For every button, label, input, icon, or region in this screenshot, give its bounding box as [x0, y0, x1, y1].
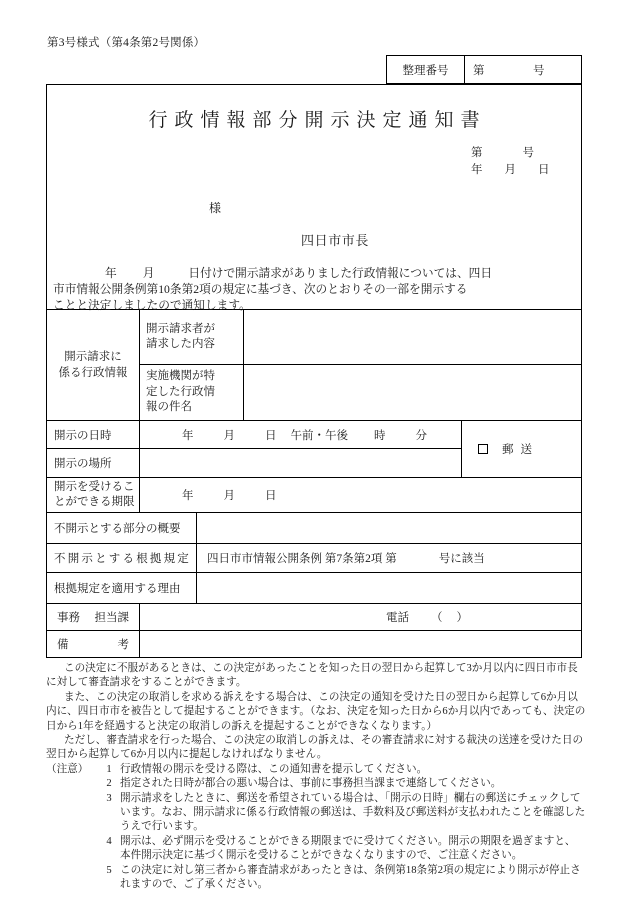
deadline-label-line2: とができる期限: [54, 496, 135, 508]
body-line3: ことと決定しましたので通知します。: [53, 298, 251, 312]
note-number: 2: [106, 778, 112, 790]
department-row: [47, 604, 581, 631]
disclosure-when-where-group: [47, 421, 581, 478]
department-value[interactable]: [140, 604, 581, 630]
department-label-left: 事務: [57, 612, 80, 624]
footer-paragraph-2: また、この決定の取消しを求める訴えをする場合は、この決定の通知を受けた日の翌日から起算して6か月以内に、四日市市を被告として提起することができます。（なお、決定を知った日から6か月以内であっても、決定の日から1年を経過すると決定の取消しの訴えを提起することができなくなります。）: [46, 691, 586, 732]
deadline-month: 月: [223, 490, 235, 502]
reference-number-box: [386, 55, 582, 84]
note-item: [46, 763, 586, 777]
deadline-label: [47, 478, 140, 512]
note-text: 開示は、必ず開示を受けることができる期限までに受けてください。開示の期限を過ぎますと、本件開示決定に基づく開示を受けることができなくなりますので、ご注意ください。: [120, 835, 576, 862]
remarks-row: [47, 631, 581, 657]
department-label-right: 担当課: [94, 612, 129, 624]
request-info-label-line1: 開示請求に: [64, 351, 122, 363]
deadline-value[interactable]: [140, 478, 581, 512]
nondisclosure-summary-value[interactable]: [197, 513, 581, 543]
note-text: 行政情報の開示を受ける際は、この通知書を提示してください。: [120, 763, 428, 775]
disclosure-datetime-value[interactable]: [140, 421, 461, 448]
addressee-honorific: 様: [209, 201, 222, 215]
date-year-label: 年: [471, 164, 483, 176]
document-number-prefix: 第: [471, 147, 483, 159]
telephone-label: 電話: [386, 612, 409, 624]
dt-hour: 時: [374, 429, 386, 442]
specified-info-label-line1: 実施機関が特: [146, 370, 215, 383]
requested-content-row: [140, 310, 581, 365]
dt-day: 日: [265, 429, 277, 442]
mail-option-label: 郵送: [502, 444, 539, 456]
date-month-label: 月: [504, 164, 516, 176]
specified-info-label: [140, 365, 244, 420]
page-title: 行政情報部分開示決定通知書: [148, 110, 487, 131]
note-number: 3: [106, 792, 112, 804]
disclosure-datetime-row: [47, 421, 461, 449]
notes-list: [46, 763, 586, 893]
reason-label: 根拠規定を適用する理由: [47, 573, 197, 603]
note-number: 5: [106, 864, 112, 876]
document-date-line: [471, 161, 550, 177]
reason-row: [47, 573, 581, 604]
body-month-label: 月: [142, 267, 155, 280]
dt-month: 月: [223, 429, 235, 442]
remarks-value[interactable]: [140, 631, 581, 657]
specified-info-label-line3: 報の件名: [146, 401, 192, 414]
requested-content-label-line1: 開示請求者が: [146, 322, 215, 335]
dt-ampm: 午前・午後: [290, 429, 348, 442]
form-number-line: 第3号様式（第4条第2号関係）: [47, 37, 206, 49]
document-header: [47, 85, 581, 310]
document-number-line: [471, 144, 534, 160]
issuer-name: 四日市市長: [301, 233, 370, 248]
telephone-field[interactable]: [386, 609, 468, 625]
deadline-day: 日: [265, 490, 277, 502]
nondisclosure-summary-row: [47, 513, 581, 544]
disclosure-place-row: [47, 449, 461, 477]
note-number: 4: [106, 835, 112, 847]
reference-number-prefix: 第: [473, 64, 485, 77]
deadline-row: [47, 478, 581, 513]
date-day-label: 日: [538, 164, 550, 176]
disclosure-when-where-main: [47, 421, 461, 477]
mail-option-cell[interactable]: [461, 421, 581, 477]
footer-notes: [46, 662, 586, 893]
note-item: [46, 777, 586, 791]
note-text: 開示請求をしたときに、郵送を希望されている場合は、「開示の日時」欄右の郵送にチェックしています。なお、開示請求に係る行政情報の郵送は、手数料及び郵送料が支払われたことを確認したうえで行います。: [120, 792, 586, 833]
deadline-year: 年: [182, 490, 194, 502]
note-text: 指定された日時が都合の悪い場合は、事前に事務担当課まで連絡してください。: [120, 778, 502, 790]
reference-number-label: 整理番号: [387, 56, 465, 83]
note-item: [46, 792, 586, 835]
deadline-label-line1: 開示を受けるこ: [54, 481, 135, 493]
footer-paragraph-1: この決定に不服があるときは、この決定があったことを知った日の翌日から起算して3か月以内に四日市市長に対して審査請求をすることができます。: [46, 663, 578, 689]
footer-paragraph-3: ただし、審査請求を行った場合、この決定の取消しの訴えは、その審査請求に対する裁決の送達を受けた日の翌日から起算して6か月以内に提起しなければなりません。: [46, 735, 584, 761]
nondisclosure-basis-prefix: 四日市市情報公開条例 第7条第2項 第: [207, 553, 397, 565]
nondisclosure-basis-value[interactable]: [197, 544, 581, 572]
note-item: [46, 835, 586, 864]
nondisclosure-basis-suffix: 号に該当: [438, 553, 485, 565]
reference-number-field[interactable]: [465, 56, 581, 83]
specified-info-label-line2: 定した行政情: [146, 385, 215, 398]
request-info-label: [47, 310, 140, 420]
mail-checkbox[interactable]: [478, 444, 488, 454]
body-year-label: 年: [105, 267, 117, 280]
document-frame: [46, 84, 582, 658]
remarks-label: [47, 631, 140, 657]
disclosure-place-value[interactable]: [140, 449, 461, 477]
remarks-label-left: 備: [57, 639, 69, 651]
disclosure-datetime-label: 開示の日時: [47, 421, 140, 448]
department-label: [47, 604, 140, 630]
specified-info-value[interactable]: [244, 365, 581, 420]
body-line2: 市市情報公開条例第10条第2項の規定に基づき、次のとおりその一部を開示する: [53, 282, 468, 296]
reason-value[interactable]: [197, 573, 581, 603]
notes-label: （注意）: [46, 763, 89, 775]
dt-year: 年: [182, 429, 194, 442]
requested-content-value[interactable]: [244, 310, 581, 364]
specified-info-row: [140, 365, 581, 420]
nondisclosure-summary-label: 不開示とする部分の概要: [47, 513, 197, 543]
note-item: [46, 864, 586, 893]
request-info-label-line2: 係る行政情報: [58, 367, 128, 379]
document-number-suffix: 号: [522, 147, 534, 159]
disclosure-place-label: 開示の場所: [47, 449, 140, 477]
request-info-group: [47, 310, 581, 421]
requested-content-label: [140, 310, 244, 364]
dt-minute: 分: [415, 429, 427, 442]
telephone-paren-open: （: [431, 612, 457, 624]
request-info-subrows: [140, 310, 581, 420]
nondisclosure-basis-label: 不開示とする根拠規定: [47, 544, 197, 572]
body-line1: 日付けで開示請求がありました行政情報については、四日: [188, 267, 493, 280]
requested-content-label-line2: 請求した内容: [146, 338, 215, 350]
reference-number-suffix: 号: [533, 64, 545, 77]
note-number: 1: [106, 763, 112, 775]
telephone-paren-close: ）: [456, 612, 468, 624]
nondisclosure-basis-row: [47, 544, 581, 573]
body-paragraph: [53, 266, 576, 313]
remarks-label-right: 考: [117, 639, 129, 651]
note-text: この決定に対し第三者から審査請求があったときは、条例第18条第2項の規定により開示が停止されますので、ご了承ください。: [120, 864, 581, 891]
